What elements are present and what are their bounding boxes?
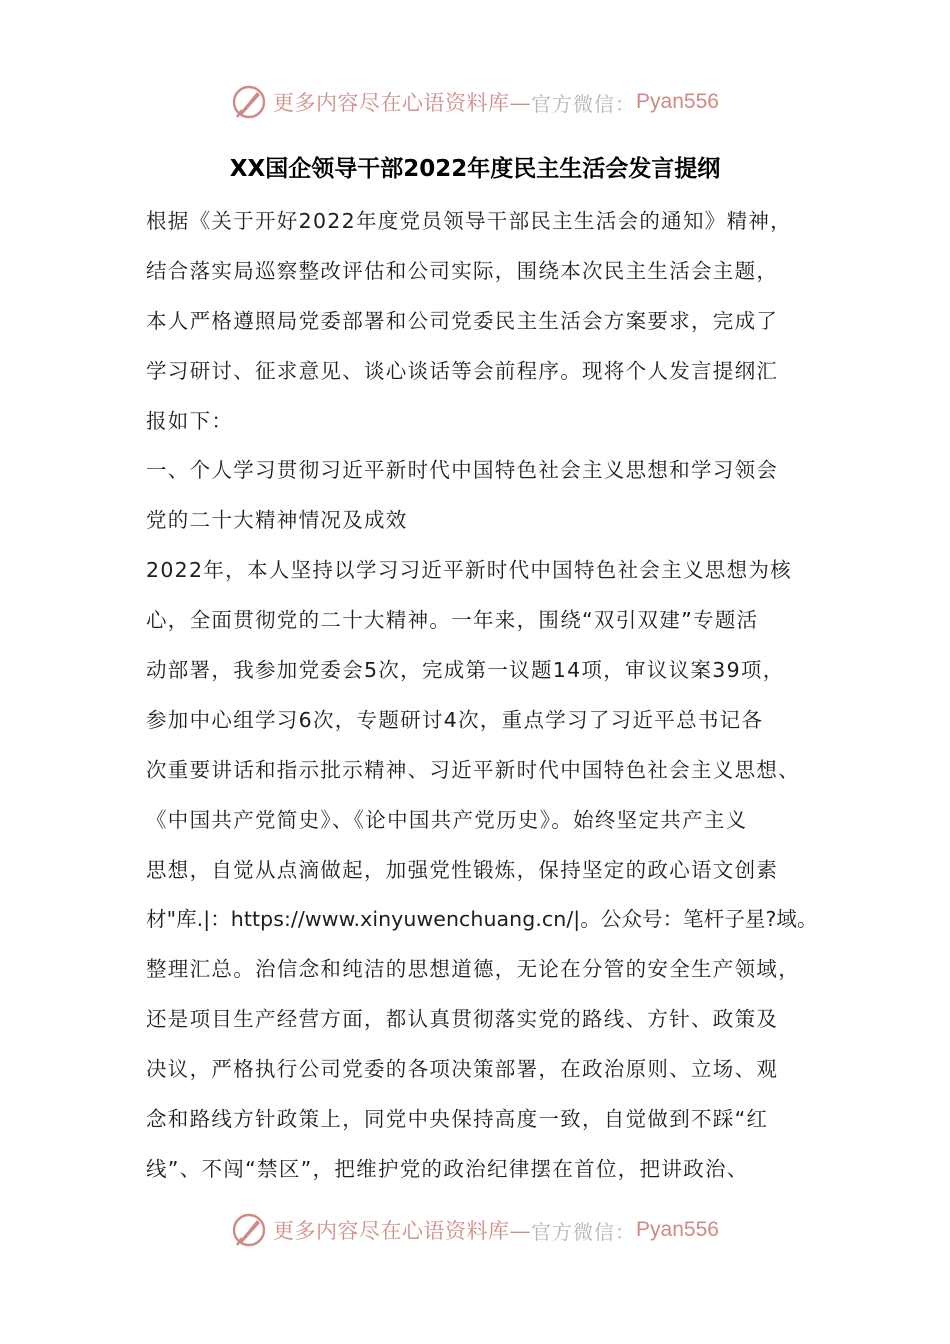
banner-wechat-label: 官方微信：	[531, 91, 637, 116]
banner-wechat-label: 官方微信：	[531, 1219, 637, 1244]
body-text-line: 结合落实局巡察整改评估和公司实际，围绕本次民主生活会主题，	[146, 258, 779, 283]
banner-text: 更多内容尽在心语资料库—	[273, 1219, 532, 1243]
quill-logo-icon	[231, 84, 267, 120]
body-text-line: 决议，严格执行公司党委的各项决策部署，在政治原则、立场、观	[146, 1057, 779, 1082]
quill-logo-icon	[231, 1212, 267, 1248]
document-body	[146, 197, 818, 1195]
body-text-line: 本人严格遵照局党委部署和公司党委民主生活会方案要求，完成了	[146, 308, 779, 333]
body-text-line: 报如下：	[146, 408, 234, 433]
body-text-line: 《中国共产党简史》、《论中国共产党历史》。始终坚定共产主义	[146, 807, 748, 832]
body-text-line: 思想，自觉从点滴做起，加强党性锻炼，保持坚定的政心语文创素	[146, 857, 779, 882]
banner-text: 更多内容尽在心语资料库—	[273, 91, 532, 115]
body-text-line: 动部署，我参加党委会5次，完成第一议题14项，审议议案39项，	[146, 658, 785, 683]
header-watermark-banner	[0, 80, 950, 124]
body-text-line: 学习研讨、征求意见、谈心谈话等会前程序。现将个人发言提纲汇	[146, 358, 779, 383]
body-text-line: 念和路线方针政策上，同党中央保持高度一致，自觉做到不踩“红	[146, 1107, 769, 1132]
body-text-line: 还是项目生产经营方面，都认真贯彻落实党的路线、方针、政策及	[146, 1007, 779, 1032]
body-text-line: 次重要讲话和指示批示精神、习近平新时代中国特色社会主义思想、	[146, 757, 800, 782]
body-text-line: 2022年，本人坚持以学习习近平新时代中国特色社会主义思想为核	[146, 558, 792, 583]
body-text-line: 根据《关于开好2022年度党员领导干部民主生活会的通知》精神，	[146, 209, 792, 233]
body-text-line: 党的二十大精神情况及成效	[146, 508, 408, 533]
banner-wechat-id: Pyan556	[636, 1218, 719, 1241]
body-text-line: 整理汇总。治信念和纯洁的思想道德，无论在分管的安全生产领域，	[146, 957, 800, 982]
banner-wechat-id: Pyan556	[636, 90, 719, 113]
body-text-line: 线”、不闯“禁区”，把维护党的政治纪律摆在首位，把讲政治、	[146, 1156, 749, 1181]
body-text-line: 心，全面贯彻党的二十大精神。一年来，围绕“双引双建”专题活	[146, 608, 759, 633]
body-text-line: 一、个人学习贯彻习近平新时代中国特色社会主义思想和学习领会	[146, 458, 779, 483]
body-text-line: 参加中心组学习6次，专题研讨4次，重点学习了习近平总书记各	[146, 707, 764, 732]
body-text-line: 材"库.|：https://www.xinyuwenchuang.cn/|。公众号：笔杆子星?域。	[146, 907, 818, 932]
document-title: XX国企领导干部2022年度民主生活会发言提纲	[229, 156, 721, 182]
footer-watermark-banner	[0, 1208, 950, 1252]
